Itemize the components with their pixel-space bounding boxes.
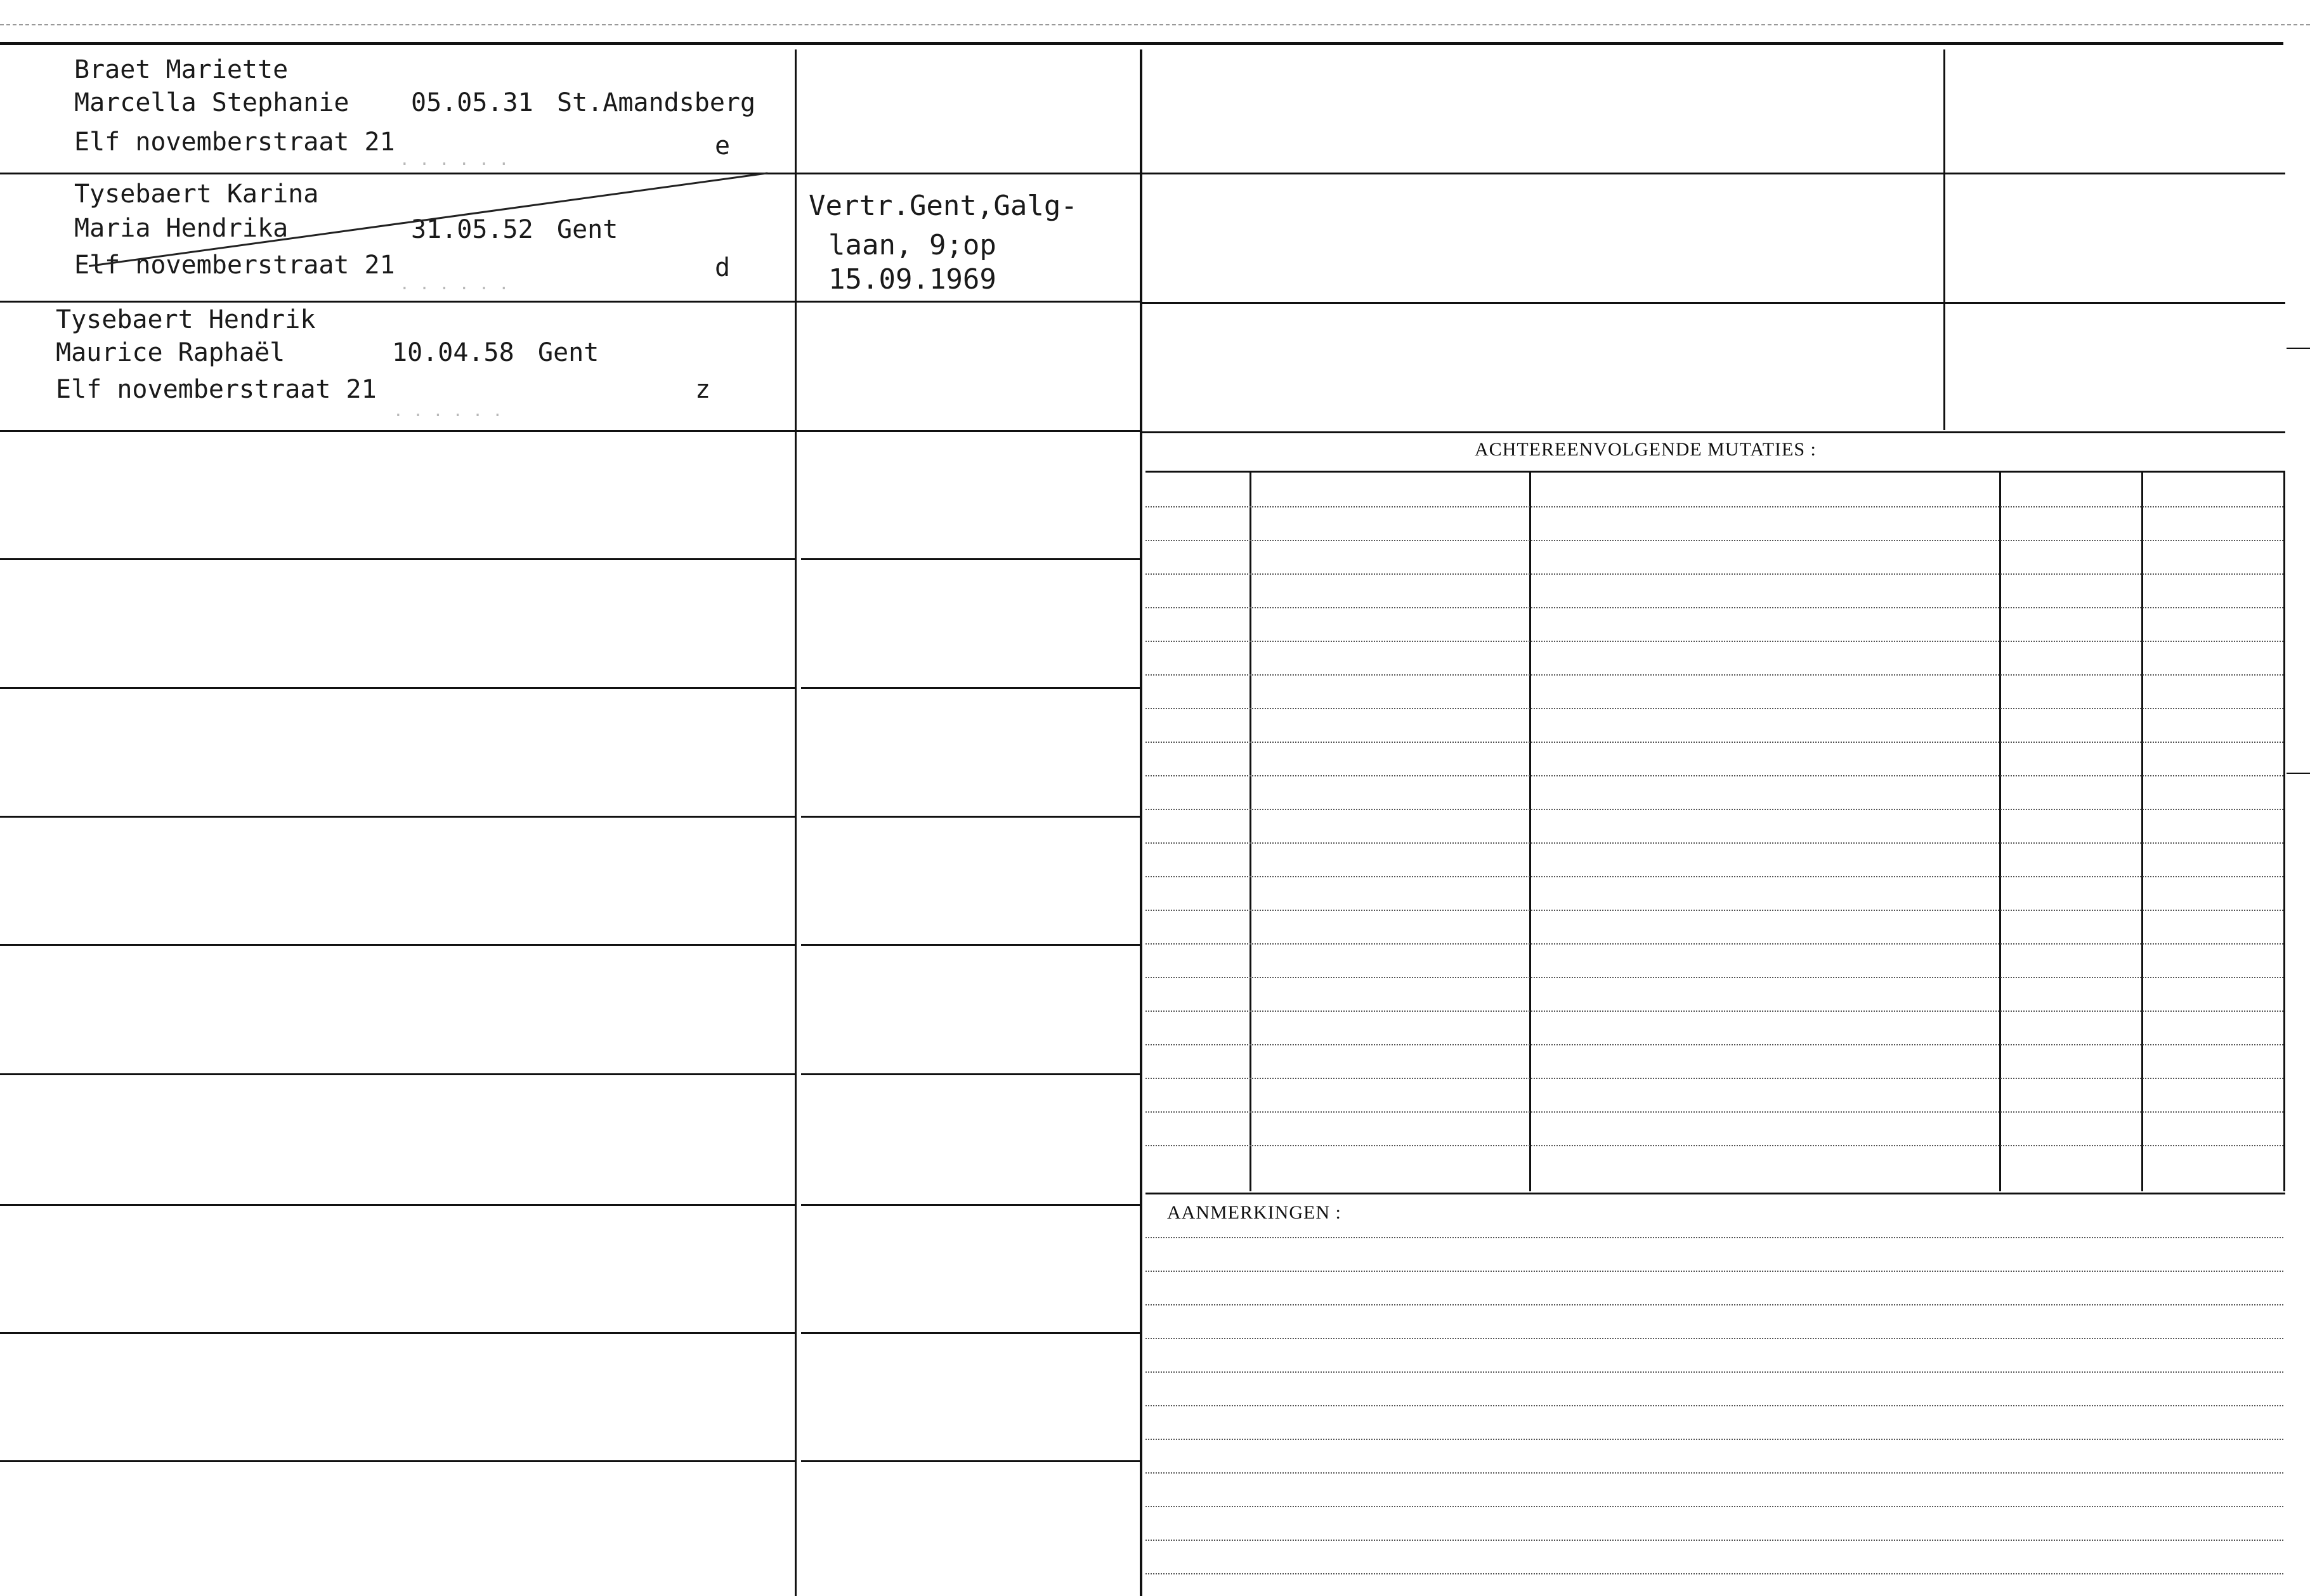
entry-1-given-names: Marcella Stephanie [74, 88, 349, 117]
entry-1-code: e [715, 131, 731, 160]
ruled-line [1145, 1371, 2283, 1373]
ruled-line [1145, 1506, 2283, 1507]
ruled-line [1145, 1011, 2283, 1012]
mutaties-col-line [1250, 471, 1251, 1191]
entry-3-name: Tysebaert Hendrik [56, 305, 316, 334]
entry-1-birth-date: 05.05.31 [411, 88, 533, 117]
row-line [0, 687, 795, 689]
entry-2-birth-place: Gent [557, 215, 618, 244]
row-line [801, 558, 1140, 560]
ruled-line [1145, 1111, 2283, 1113]
divider-col-2 [1140, 49, 1142, 1596]
mutaties-bottom-line [1145, 1193, 2285, 1194]
departure-note-line-2: laan, 9;op [828, 229, 996, 261]
divider-col-3 [1943, 49, 1945, 430]
entry-3-code: z [695, 375, 711, 404]
row-line [0, 1073, 795, 1075]
ruled-line [1145, 910, 2283, 911]
faint-stamp: · · · · · · [400, 155, 509, 174]
ruled-line [1145, 876, 2283, 877]
margin-tick [2287, 773, 2310, 774]
ruled-line [1145, 641, 2283, 642]
ruled-line [1145, 674, 2283, 676]
top-edge-mark [0, 24, 2310, 25]
ruled-line [1145, 742, 2283, 743]
entry-3-birth-place: Gent [538, 338, 599, 367]
row-line [801, 1332, 1140, 1334]
row-line [801, 687, 1140, 689]
entry-3-address: Elf novemberstraat 21 [56, 375, 377, 404]
row-line [1140, 173, 2285, 174]
ruled-line [1145, 573, 2283, 575]
ruled-line [1145, 943, 2283, 945]
row-line [795, 301, 1140, 303]
margin-tick [2287, 348, 2310, 349]
mutaties-col-line [2283, 471, 2285, 1191]
ruled-line [1145, 1540, 2283, 1541]
ruled-line [1145, 1304, 2283, 1305]
ruled-line [1145, 1439, 2283, 1440]
row-line [0, 173, 795, 174]
ruled-line [1145, 775, 2283, 776]
faint-stamp: · · · · · · [393, 406, 503, 425]
row-line [801, 1204, 1140, 1206]
row-line [801, 1073, 1140, 1075]
ruled-line [1145, 809, 2283, 810]
entry-2-name: Tysebaert Karina [74, 180, 319, 209]
row-line [0, 1204, 795, 1206]
mutaties-header: ACHTEREENVOLGENDE MUTATIES : [1475, 439, 1817, 460]
aanmerkingen-header: AANMERKINGEN : [1167, 1202, 1341, 1223]
row-line [0, 1332, 795, 1334]
mutaties-top-line [1145, 471, 2285, 473]
row-line [801, 816, 1140, 818]
ruled-line [1145, 1145, 2283, 1146]
departure-note-line-3: 15.09.1969 [828, 263, 996, 296]
divider-col-1 [795, 49, 797, 1596]
row-line [1140, 302, 2285, 304]
mutaties-col-line [2141, 471, 2143, 1191]
ruled-line [1145, 1573, 2283, 1574]
row-line [801, 1460, 1140, 1462]
entry-1-birth-place: St.Amandsberg [557, 88, 756, 117]
ruled-line [1145, 977, 2283, 978]
entry-3-birth-date: 10.04.58 [392, 338, 514, 367]
mutaties-col-line [1529, 471, 1531, 1191]
entry-2-birth-date: 31.05.52 [411, 215, 533, 244]
ruled-line [1145, 842, 2283, 844]
ruled-line [1145, 1078, 2283, 1079]
top-border [0, 42, 2283, 45]
departure-note-line-1: Vertr.Gent,Galg- [809, 190, 1078, 222]
row-line [801, 944, 1140, 946]
mutaties-col-line [1999, 471, 2001, 1191]
entry-2-code: d [715, 253, 731, 282]
ruled-line [1145, 540, 2283, 541]
row-line [795, 173, 1140, 174]
ruled-line [1145, 1271, 2283, 1272]
ruled-line [1145, 708, 2283, 709]
entry-2-given-names: Maria Hendrika [74, 214, 289, 243]
row-line [0, 301, 795, 303]
ruled-line [1145, 506, 2283, 507]
ruled-line [1145, 1405, 2283, 1406]
row-line [795, 430, 1140, 432]
ruled-line [1145, 1044, 2283, 1045]
row-line [0, 944, 795, 946]
row-line [0, 816, 795, 818]
row-line [0, 558, 795, 560]
entry-3-given-names: Maurice Raphaël [56, 338, 285, 367]
entry-1-name: Braet Mariette [74, 55, 289, 84]
entry-2-address: Elf novemberstraat 21 [74, 251, 395, 280]
row-line [0, 1460, 795, 1462]
row-line [0, 430, 795, 432]
entry-1-address: Elf novemberstraat 21 [74, 128, 395, 157]
ruled-line [1145, 1338, 2283, 1339]
ruled-line [1145, 607, 2283, 608]
faint-stamp: · · · · · · [400, 279, 509, 298]
row-line [1140, 431, 2285, 433]
ruled-line [1145, 1237, 2283, 1238]
ruled-line [1145, 1472, 2283, 1474]
